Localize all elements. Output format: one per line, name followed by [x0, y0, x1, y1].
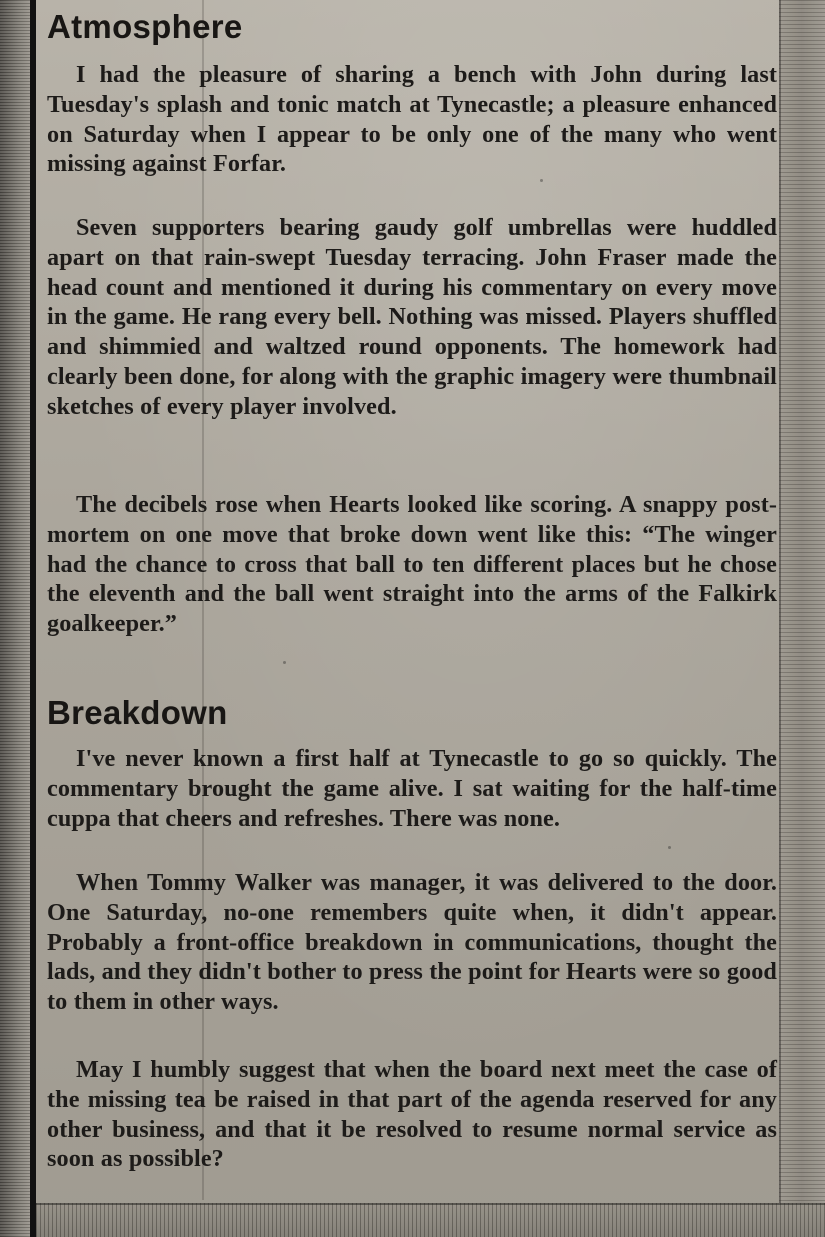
section-heading-atmosphere: Atmosphere [47, 8, 243, 45]
print-speck [540, 179, 543, 182]
paragraph: I had the pleasure of sharing a bench with John during last Tuesday's splash and tonic match at Tynecastle; a pleasure enhanced on Saturday when I appear to be only one of the many who went missing against Forfar. [47, 61, 777, 178]
paragraph: May I humbly suggest that when the board next meet the case of the missing tea be raised in that part of the agenda reserved for any other business, and that it be resolved to resume normal service as soon as possible? [47, 1056, 777, 1173]
bottom-border-strip [36, 1203, 825, 1237]
paragraph: I've never known a first half at Tynecastle to go so quickly. The commentary brought the game alive. I sat waiting for the half-time cuppa that cheers and refreshes. There was none. [47, 745, 777, 832]
print-speck [668, 846, 671, 849]
left-column-rule [30, 0, 36, 1237]
print-speck [283, 661, 286, 664]
paragraph: The decibels rose when Hearts looked like scoring. A snappy post-mortem on one move that broke down went like this: “The winger had the chance to cross that ball to ten different places but he chose the eleventh and the ball went straight into the arms of the Falkirk goalkeeper.” [47, 491, 777, 638]
right-border-strip [779, 0, 825, 1237]
section-heading-breakdown: Breakdown [47, 694, 228, 731]
paragraph: When Tommy Walker was manager, it was delivered to the door. One Saturday, no-one remembers quite when, it didn't appear. Probably a front-office breakdown in communications, thought the lads, and they didn't bother to press the point for Hearts were so good to them in other ways. [47, 869, 777, 1016]
paragraph: Seven supporters bearing gaudy golf umbrellas were huddled apart on that rain-swept Tuesday terracing. John Fraser made the head count and mentioned it during his commentary on every move in the game. He rang every bell. Nothing was missed. Players shuffled and shimmied and waltzed round opponents. The homework had clearly been done, for along with the graphic imagery were thumbnail sketches of every player involved. [47, 214, 777, 420]
